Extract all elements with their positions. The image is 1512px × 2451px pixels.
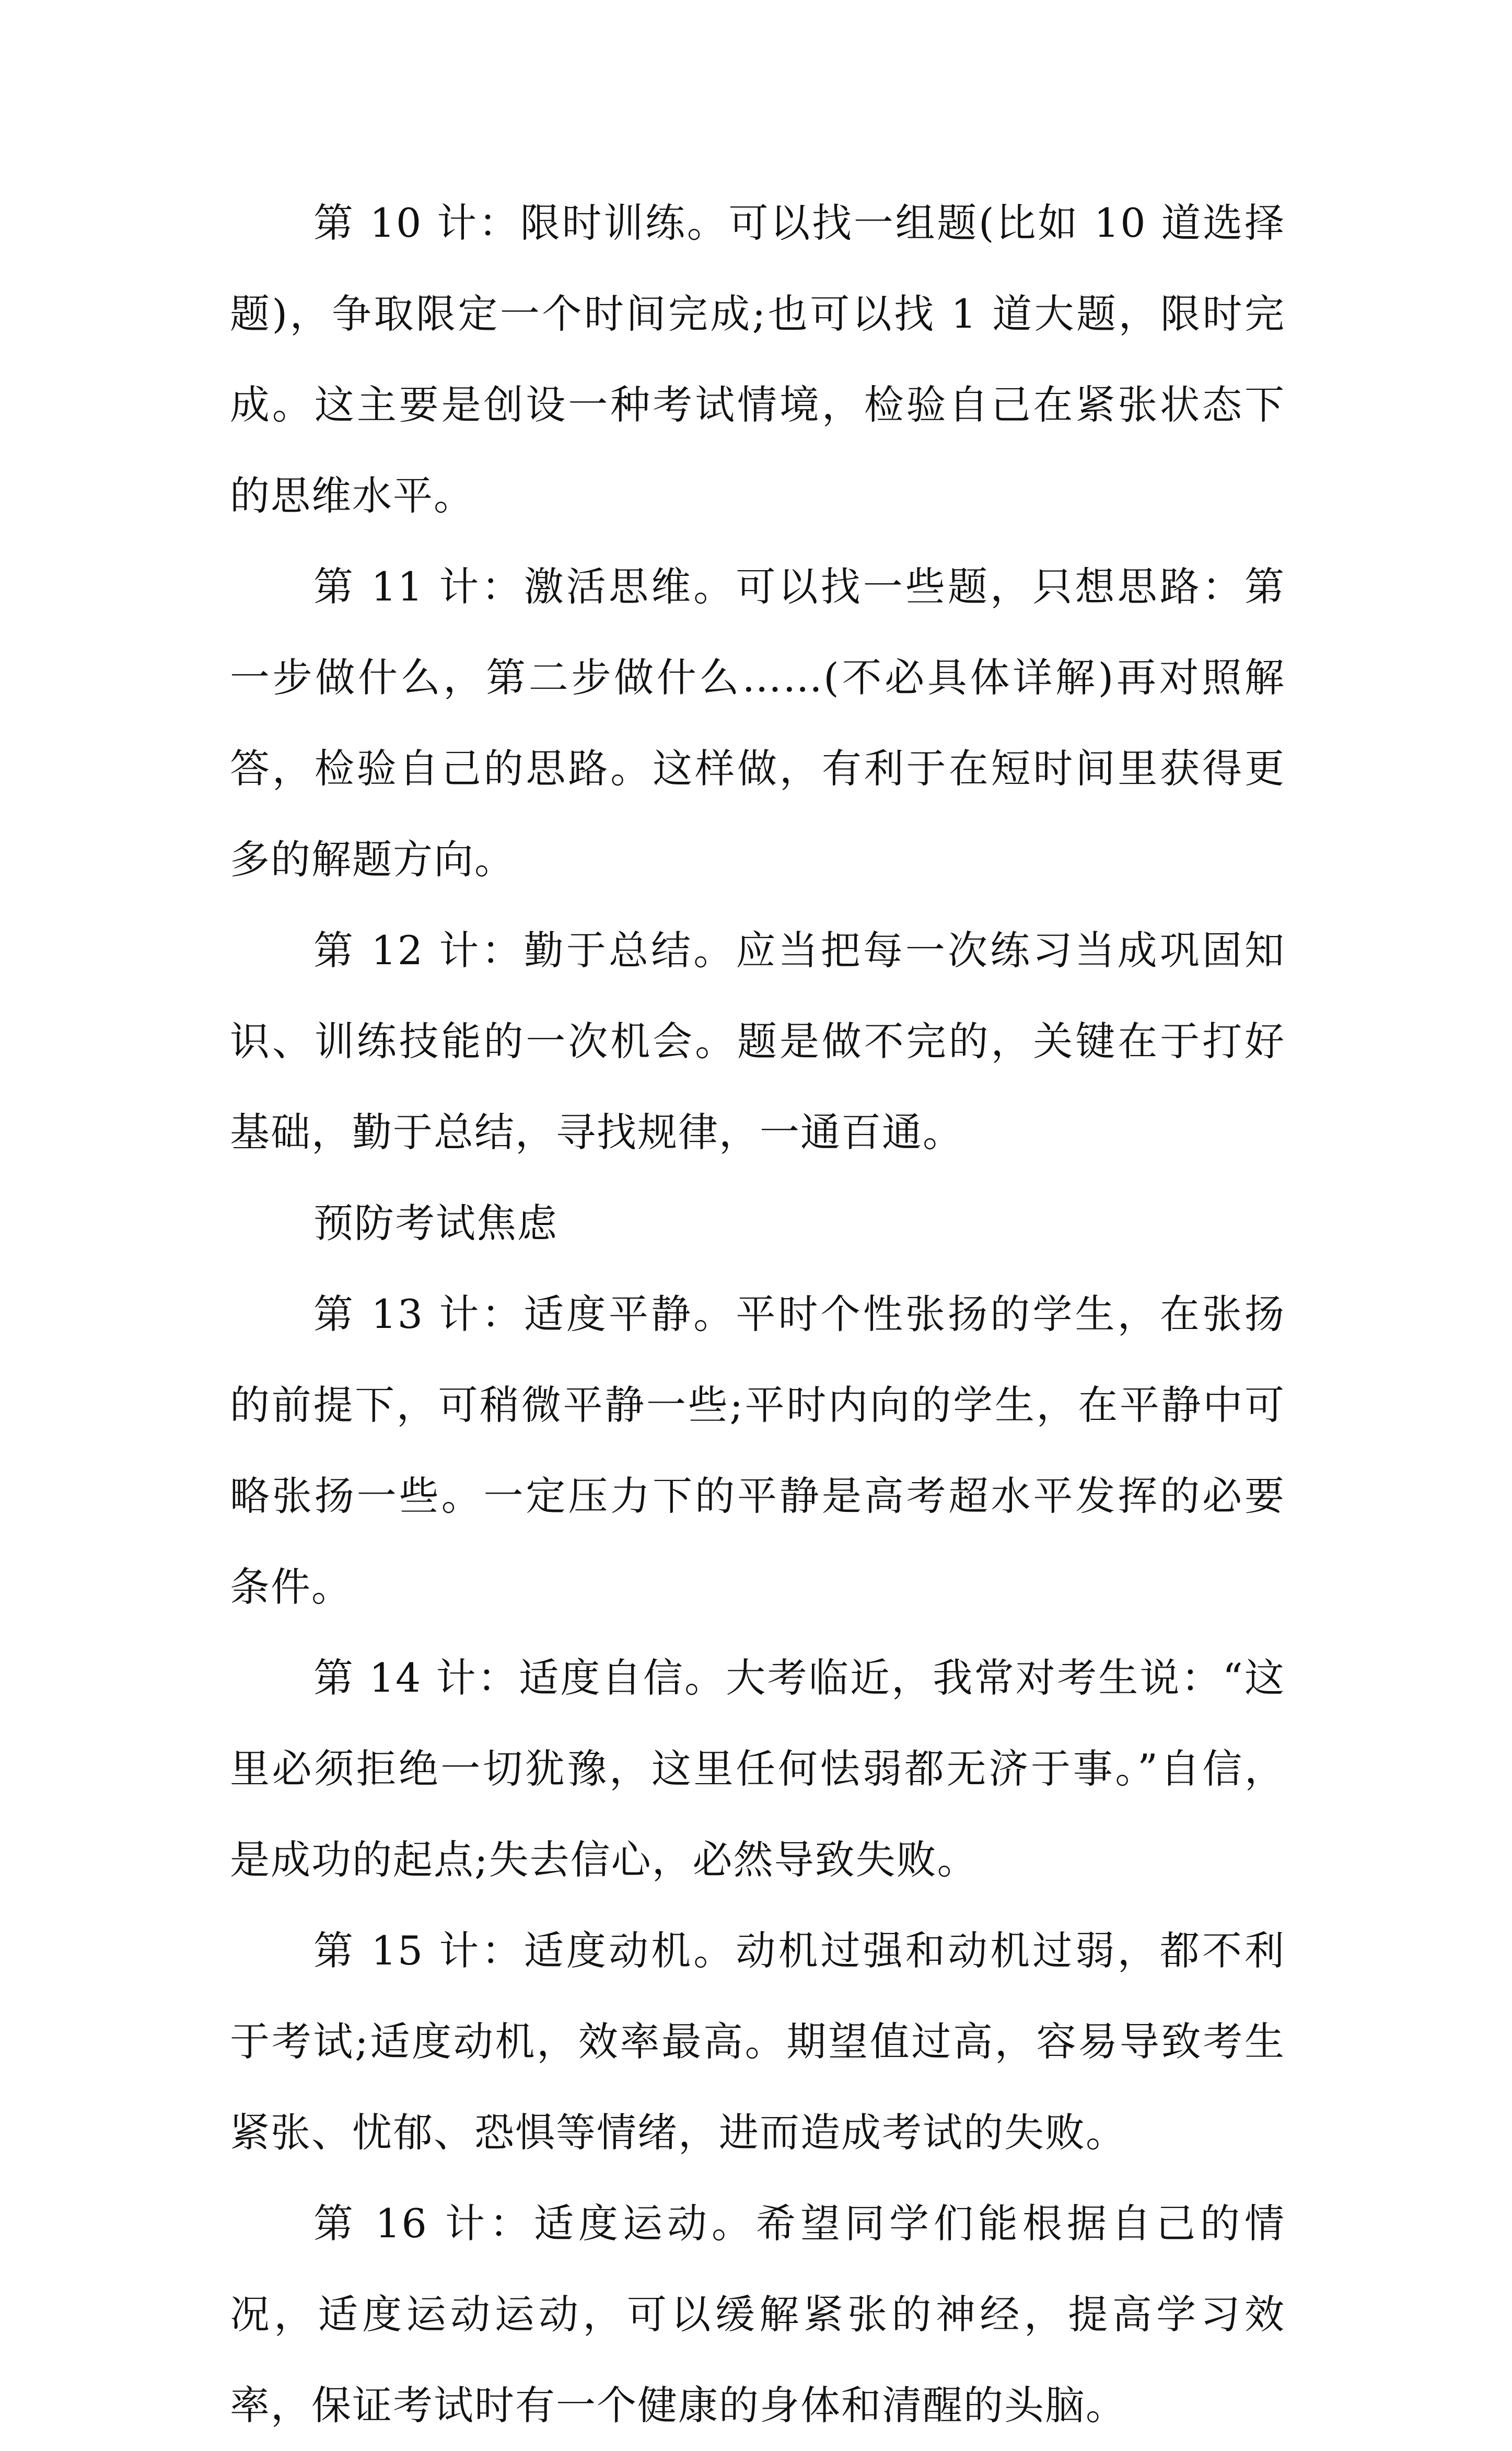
section-heading: 预防考试焦虑 [313,1200,558,1246]
paragraph-tip-14: 第 14 计：适度自信。大考临近，我常对考生说：“这里必须拒绝一切犹豫，这里任何怯弱都无济于事。”自信，是成功的起点;失去信心，必然导致失败。 [230,1655,1285,1883]
paragraph-tip-12: 第 12 计：勤于总结。应当把每一次练习当成巩固知识、训练技能的一次机会。题是做不完的，关键在于打好基础，勤于总结，寻找规律，一通百通。 [230,927,1285,1155]
document-body [230,178,1285,2451]
paragraph-tip-13: 第 13 计：适度平静。平时个性张扬的学生，在张扬的前提下，可稍微平静一些;平时内向的学生，在平静中可略张扬一些。一定压力下的平静是高考超水平发挥的必要条件。 [230,1291,1285,1610]
paragraph-tip-11: 第 11 计：激活思维。可以找一些题，只想思路：第一步做什么，第二步做什么……(不必具体详解)再对照解答，检验自己的思路。这样做，有利于在短时间里获得更多的解题方向。 [230,563,1285,883]
paragraph-tip-10: 第 10 计：限时训练。可以找一组题(比如 10 道选择题)，争取限定一个时间完成;也可以找 1 道大题，限时完成。这主要是创设一种考试情境，检验自己在紧张状态下的思维水平。 [230,200,1285,519]
paragraph-tip-16: 第 16 计：适度运动。希望同学们能根据自己的情况，适度运动运动，可以缓解紧张的神经，提高学习效率，保证考试时有一个健康的身体和清醒的头脑。 [230,2200,1285,2429]
paragraph-tip-15: 第 15 计：适度动机。动机过强和动机过弱，都不利于考试;适度动机，效率最高。期望值过高，容易导致考生紧张、忧郁、恐惧等情绪，进而造成考试的失败。 [230,1927,1285,2156]
